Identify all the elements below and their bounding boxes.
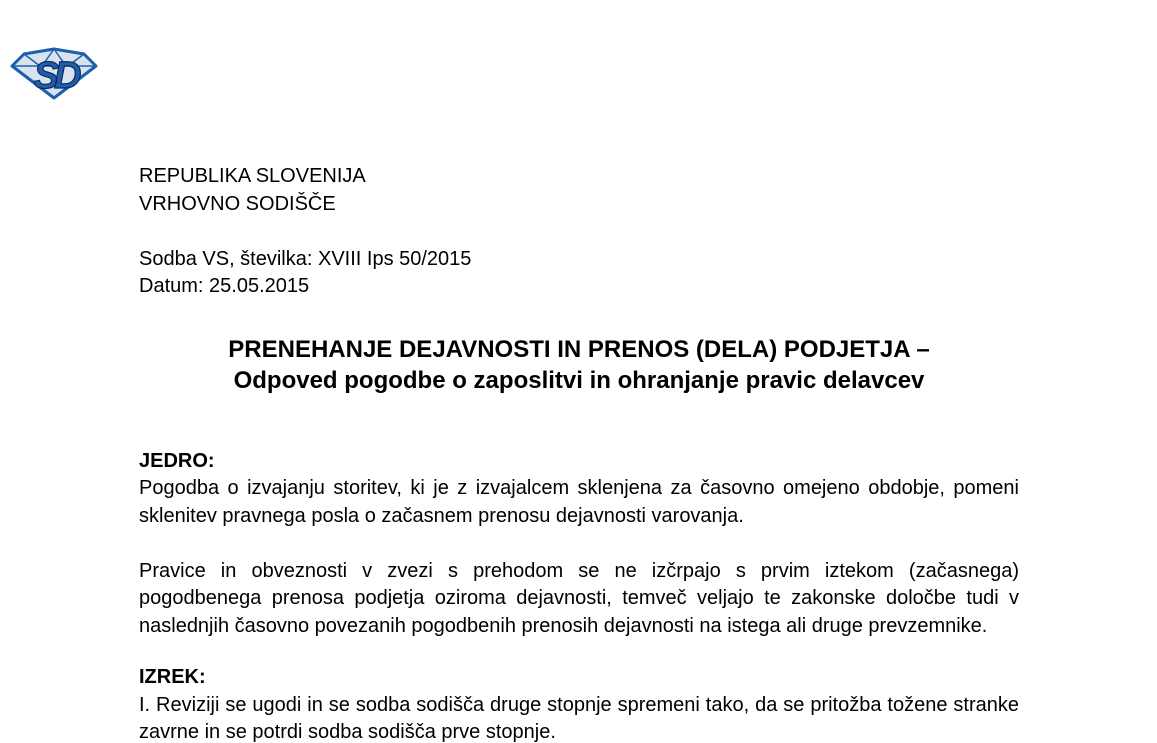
case-meta — [139, 246, 1019, 301]
jedro-heading: JEDRO: — [139, 449, 215, 472]
izrek-heading: IZREK: — [139, 666, 206, 688]
institution-court: VRHOVNO SODIŠČE — [139, 192, 336, 215]
document-content — [139, 163, 1019, 743]
document-title-line-1: PRENEHANJE DEJAVNOSTI IN PRENOS (DELA) PODJETJA – — [228, 335, 930, 363]
case-number-line: Sodba VS, številka: XVIII Ips 50/2015 — [139, 247, 472, 270]
date-line: Datum: 25.05.2015 — [139, 275, 310, 297]
izrek-paragraph-1-clipped: I. Reviziji se ugodi in se sodba sodišča druge stopnje spremeni tako, da se pritožba tožene stranke zavrne in se potrdi sodba sodišča prve stopnje. — [139, 693, 1019, 743]
supreme-court-sd-logo-icon — [10, 46, 98, 102]
logo-monogram: SD — [33, 55, 77, 97]
document-title-line-2: Odpoved pogodbe o zaposlitvi in ohranjanje pravic delavcev — [233, 366, 925, 394]
institution-header — [139, 163, 1019, 218]
section-izrek — [139, 664, 1019, 743]
institution-country: REPUBLIKA SLOVENIJA — [139, 165, 366, 187]
document-title — [139, 334, 1019, 396]
section-jedro — [139, 448, 1019, 641]
jedro-paragraph-2: Pravice in obveznosti v zvezi s prehodom se ne izčrpajo s prvim iztekom (začasnega) pogodbenega prenosa podjetja oziroma dejavnosti, temveč veljajo te zakonske določbe tudi v naslednjih časovno povezanih pogodbenih prenosih dejavnosti na istega ali druge prevzemnike. — [139, 559, 1019, 637]
jedro-paragraph-1: Pogodba o izvajanju storitev, ki je z izvajalcem sklenjena za časovno omejeno obdobje, pomeni sklenitev pravnega posla o začasnem prenosu dejavnosti varovanja. — [139, 477, 1019, 527]
